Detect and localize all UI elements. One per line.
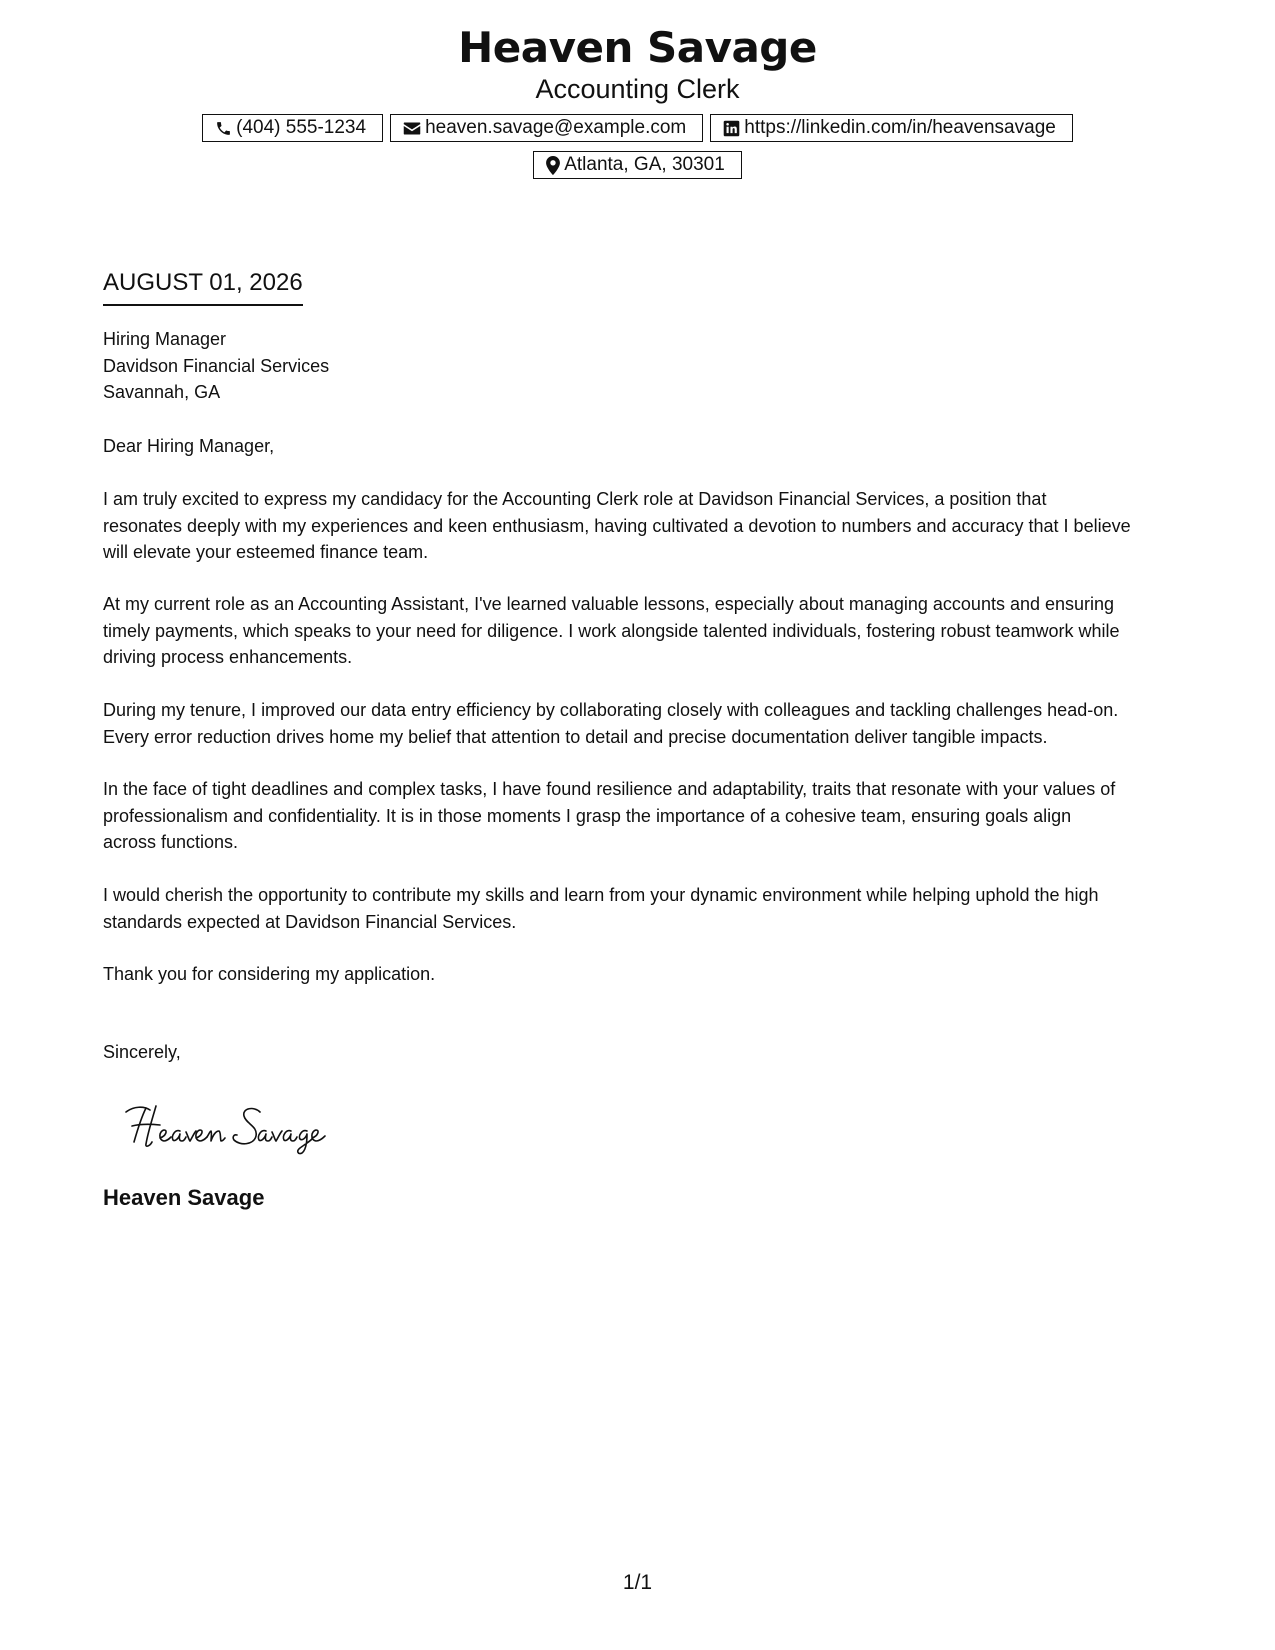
recipient-block [103,326,1183,406]
location-text: Atlanta, GA, 30301 [564,154,725,175]
paragraph-line: At my current role as an Accounting Assistant, I've learned valuable lessons, especially about managing accounts and ensuring [103,594,1115,614]
paragraph [103,961,1183,988]
recipient-company: Davidson Financial Services [103,355,330,376]
recipient-location: Savannah, GA [103,382,221,402]
paragraph-line: I am truly excited to express my candidacy for the Accounting Clerk role at Davidson Financial Services, a position that [103,489,1047,509]
signer-name: Heaven Savage [103,1185,265,1210]
paragraph-line: I would cherish the opportunity to contribute my skills and learn from your dynamic environment while helping uphold the high [103,885,1099,905]
paragraph-line: Every error reduction drives home my belief that attention to detail and precise documentation deliver tangible impacts. [103,726,1048,747]
paragraph-line: will elevate your esteemed finance team. [103,542,429,562]
letter-date: AUGUST 01, 2026 [103,268,303,306]
recipient-title: Hiring Manager [103,329,227,349]
linkedin-chip[interactable] [710,114,1073,142]
paragraph [103,486,1183,566]
paragraph [103,776,1183,856]
email-chip[interactable] [390,114,703,142]
linkedin-text: https://linkedin.com/in/heavensavage [744,117,1056,138]
location-chip[interactable] [533,151,742,179]
phone-icon [215,120,232,137]
paragraph-line: standards expected at Davidson Financial Services. [103,911,517,932]
paragraph-line: professionalism and confidentiality. It is in those moments I grasp the importance of a cohesive team, ensuring goals align [103,805,1072,826]
paragraph-line: timely payments, which speaks to your need for diligence. I work alongside talented individuals, fostering robust teamwork while [103,620,1120,641]
paragraph [103,882,1183,935]
paragraph [103,697,1183,750]
closing: Sincerely, [103,1042,181,1062]
salutation: Dear Hiring Manager, [103,436,275,456]
contact-row [0,114,1275,142]
paragraph-line: During my tenure, I improved our data entry efficiency by collaborating closely with colleagues and tackling challenges head-on. [103,700,1119,720]
map-pin-icon [546,156,560,175]
email-text: heaven.savage@example.com [425,117,687,138]
paragraph-line: driving process enhancements. [103,647,353,667]
paragraph-line: across functions. [103,832,239,852]
applicant-name: Heaven Savage [458,23,817,72]
phone-text: (404) 555-1234 [236,117,367,138]
paragraph [103,591,1183,671]
contact-row-location [0,151,1275,179]
paragraph-line: Thank you for considering my application. [103,964,436,984]
envelope-icon [403,121,421,136]
applicant-role: Accounting Clerk [535,74,740,104]
phone-chip[interactable] [202,114,383,142]
page-number: 1/1 [622,1571,653,1594]
paragraph-line: resonates deeply with my experiences and keen enthusiasm, having cultivated a devotion to numbers and accuracy that I believe [103,515,1131,536]
paragraph-line: In the face of tight deadlines and complex tasks, I have found resilience and adaptability, traits that resonate with your values of [103,779,1116,799]
handwritten-signature [120,1098,350,1158]
linkedin-icon [723,120,740,137]
